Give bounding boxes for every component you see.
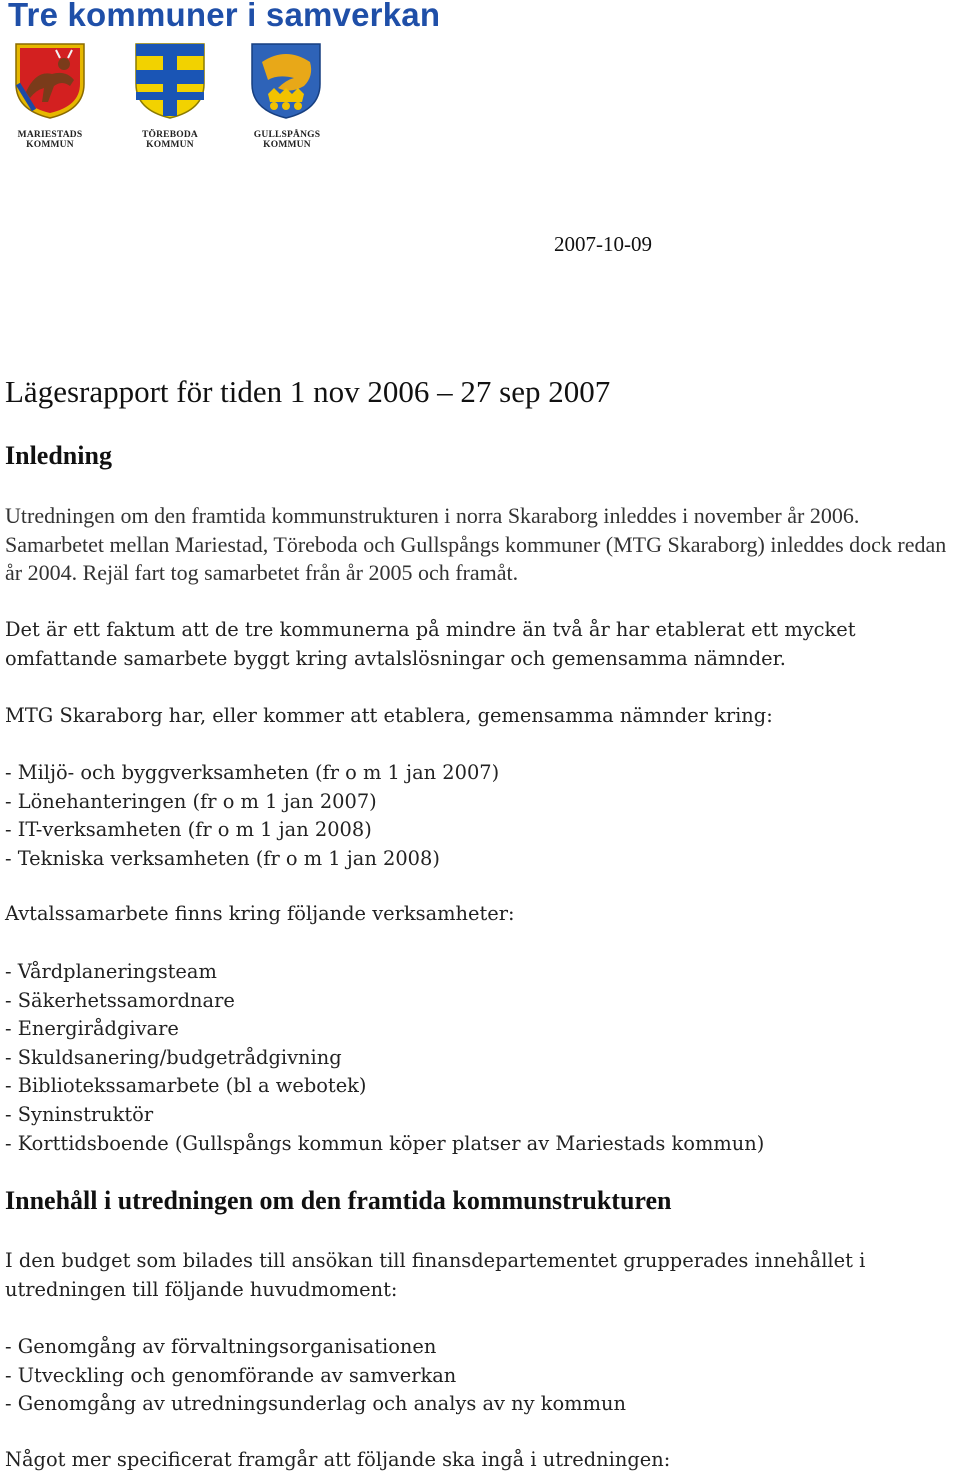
- list-item: - Bibliotekssamarbete (bl a webotek): [5, 1072, 764, 1101]
- banner: [8, 0, 441, 160]
- mariestad-crest-icon: [12, 40, 88, 120]
- paragraph-avtalssamarbete: Avtalssamarbete finns kring följande verksamheter:: [5, 902, 515, 925]
- paragraph-specificerat: Något mer specificerat framgår att följande ska ingå i utredningen:: [5, 1448, 671, 1471]
- toreboda-crest-label: [125, 130, 215, 150]
- paragraph-faktum: Det är ett faktum att de tre kommunerna på mindre än två år har etablerat ett mycket omfattande samarbete byggt kring avtalslösningar och gemensamma nämnder.: [5, 618, 856, 670]
- gullspang-crest-line2: KOMMUN: [263, 140, 311, 150]
- list-item: - Syninstruktör: [5, 1101, 764, 1130]
- list-item: - Skuldsanering/budgetrådgivning: [5, 1044, 764, 1073]
- mariestad-crest-label: [5, 130, 95, 150]
- toreboda-crest-line2: KOMMUN: [146, 140, 194, 150]
- list-item: - Genomgång av förvaltningsorganisationen: [5, 1333, 626, 1362]
- gullspang-crest-line1: GULLSPÅNGS: [253, 130, 321, 140]
- list-item: - Korttidsboende (Gullspångs kommun köper platser av Mariestads kommun): [5, 1130, 764, 1159]
- list-item: - Miljö- och byggverksamheten (fr o m 1 jan 2007): [5, 759, 499, 788]
- intro-paragraph: Utredningen om den framtida kommunstrukturen i norra Skaraborg inleddes i november år 2006. Samarbetet mellan Mariestad, Töreboda och Gullspångs kommuner (MTG Skaraborg) inleddes dock redan år 2004. Rejäl fart tog samarbetet från år 2005 och framåt.: [5, 503, 947, 586]
- huvudmoment-list: [5, 1333, 626, 1419]
- list-item: - Energirådgivare: [5, 1015, 764, 1044]
- paragraph-budget: I den budget som bilades till ansökan till finansdepartementet grupperades innehållet i utredningen till följande huvudmoment:: [5, 1249, 866, 1301]
- document-date: 2007-10-09: [554, 232, 652, 256]
- avtal-list: [5, 958, 764, 1158]
- list-item: - Genomgång av utredningsunderlag och analys av ny kommun: [5, 1390, 626, 1419]
- list-item: - Utveckling och genomförande av samverkan: [5, 1362, 626, 1391]
- mariestad-crest-line2: KOMMUN: [26, 140, 74, 150]
- banner-title: Tre kommuner i samverkan: [8, 0, 441, 33]
- list-item: - Vårdplaneringsteam: [5, 958, 764, 987]
- toreboda-crest-line1: TÖREBODA: [142, 130, 198, 140]
- list-item: - Säkerhetssamordnare: [5, 987, 764, 1016]
- document-title: Lägesrapport för tiden 1 nov 2006 – 27 sep 2007: [5, 374, 611, 409]
- list-item: - Lönehanteringen (fr o m 1 jan 2007): [5, 788, 499, 817]
- section-heading-innehall: Innehåll i utredningen om den framtida kommunstrukturen: [5, 1186, 672, 1215]
- gullspang-crest-icon: [248, 40, 324, 120]
- gullspang-crest-label: [242, 130, 332, 150]
- namnder-list: [5, 759, 499, 873]
- section-heading-inledning: Inledning: [5, 441, 112, 470]
- list-item: - IT-verksamheten (fr o m 1 jan 2008): [5, 816, 499, 845]
- toreboda-crest-icon: [132, 40, 208, 120]
- list-item: - Tekniska verksamheten (fr o m 1 jan 2008): [5, 845, 499, 874]
- mariestad-crest-line1: MARIESTADS: [17, 130, 83, 140]
- paragraph-gemensamma-namnder: MTG Skaraborg har, eller kommer att etablera, gemensamma nämnder kring:: [5, 704, 773, 727]
